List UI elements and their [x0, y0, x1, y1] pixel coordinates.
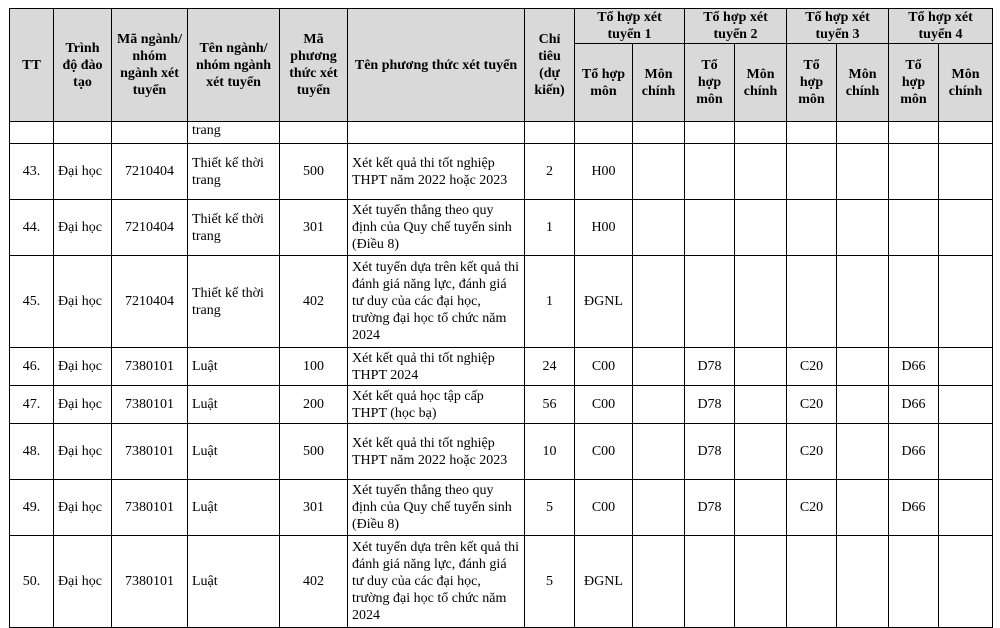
to-hop-mon-2-cell [685, 144, 735, 200]
header-to-hop-2: Tổ hợp xét tuyển 2 [685, 9, 787, 44]
header-to-hop-mon: Tổ hợp môn [889, 44, 939, 122]
chi-tieu-cell: 5 [525, 536, 575, 628]
tt-cell: 45. [10, 256, 54, 348]
mon-chinh-4-cell [939, 480, 993, 536]
ten-nganh-cell: Luật [188, 348, 280, 386]
table-cell [735, 122, 787, 144]
ma-phuong-thuc-cell: 301 [280, 480, 348, 536]
to-hop-mon-1-cell: C00 [575, 386, 633, 424]
mon-chinh-1-cell [633, 536, 685, 628]
ma-phuong-thuc-cell: 402 [280, 536, 348, 628]
ten-nganh-cell: Luật [188, 424, 280, 480]
to-hop-mon-4-cell: D66 [889, 424, 939, 480]
trinh-do-cell: Đại học [54, 256, 112, 348]
ma-phuong-thuc-cell: 500 [280, 144, 348, 200]
table-row [10, 424, 993, 480]
chi-tieu-cell: 24 [525, 348, 575, 386]
ma-phuong-thuc-cell: 500 [280, 424, 348, 480]
table-row [10, 536, 993, 628]
trinh-do-cell: Đại học [54, 348, 112, 386]
ten-phuong-thuc-cell: Xét tuyển thẳng theo quy định của Quy chế tuyển sinh (Điều 8) [348, 200, 525, 256]
mon-chinh-3-cell [837, 200, 889, 256]
to-hop-mon-3-cell [787, 536, 837, 628]
ma-nganh-cell: 7380101 [112, 348, 188, 386]
ma-phuong-thuc-cell: 200 [280, 386, 348, 424]
header-ma-phuong-thuc: Mã phương thức xét tuyển [280, 9, 348, 122]
to-hop-mon-2-cell: D78 [685, 386, 735, 424]
table-cell [348, 122, 525, 144]
ten-phuong-thuc-cell: Xét kết quả thi tốt nghiệp THPT năm 2022 hoặc 2023 [348, 424, 525, 480]
ma-phuong-thuc-cell: 402 [280, 256, 348, 348]
to-hop-mon-4-cell [889, 144, 939, 200]
header-to-hop-mon: Tổ hợp môn [685, 44, 735, 122]
to-hop-mon-2-cell: D78 [685, 424, 735, 480]
to-hop-mon-2-cell [685, 200, 735, 256]
table-body [10, 122, 993, 628]
ten-phuong-thuc-cell: Xét tuyển dựa trên kết quả thi đánh giá năng lực, đánh giá tư duy của các đại học, trường đại học tổ chức năm 2024 [348, 256, 525, 348]
mon-chinh-1-cell [633, 348, 685, 386]
mon-chinh-1-cell [633, 200, 685, 256]
to-hop-mon-1-cell: H00 [575, 200, 633, 256]
table-row [10, 480, 993, 536]
mon-chinh-4-cell [939, 144, 993, 200]
table-cell [837, 122, 889, 144]
table-cell [112, 122, 188, 144]
mon-chinh-3-cell [837, 480, 889, 536]
header-trinh-do: Trình độ đào tạo [54, 9, 112, 122]
mon-chinh-2-cell [735, 424, 787, 480]
mon-chinh-2-cell [735, 536, 787, 628]
table-row [10, 200, 993, 256]
header-to-hop-3: Tổ hợp xét tuyển 3 [787, 9, 889, 44]
table-cell [685, 122, 735, 144]
table-cell [10, 122, 54, 144]
mon-chinh-4-cell [939, 200, 993, 256]
to-hop-mon-1-cell: C00 [575, 348, 633, 386]
header-ten-phuong-thuc: Tên phương thức xét tuyển [348, 9, 525, 122]
to-hop-mon-4-cell: D66 [889, 386, 939, 424]
to-hop-mon-4-cell [889, 536, 939, 628]
trinh-do-cell: Đại học [54, 386, 112, 424]
header-to-hop-mon: Tổ hợp môn [575, 44, 633, 122]
table-cell [633, 122, 685, 144]
table-row [10, 386, 993, 424]
mon-chinh-4-cell [939, 424, 993, 480]
admission-table-container [9, 8, 993, 628]
ma-nganh-cell: 7210404 [112, 144, 188, 200]
mon-chinh-3-cell [837, 348, 889, 386]
tt-cell: 46. [10, 348, 54, 386]
table-row [10, 348, 993, 386]
ma-phuong-thuc-cell: 301 [280, 200, 348, 256]
ma-nganh-cell: 7210404 [112, 200, 188, 256]
mon-chinh-1-cell [633, 480, 685, 536]
ten-nganh-cell: Luật [188, 480, 280, 536]
mon-chinh-1-cell [633, 256, 685, 348]
header-to-hop-1: Tổ hợp xét tuyển 1 [575, 9, 685, 44]
ten-phuong-thuc-cell: Xét tuyển thẳng theo quy định của Quy chế tuyển sinh (Điều 8) [348, 480, 525, 536]
header-mon-chinh: Môn chính [837, 44, 889, 122]
table-cell [575, 122, 633, 144]
to-hop-mon-2-cell: D78 [685, 348, 735, 386]
mon-chinh-2-cell [735, 348, 787, 386]
mon-chinh-3-cell [837, 256, 889, 348]
header-to-hop-4: Tổ hợp xét tuyển 4 [889, 9, 993, 44]
to-hop-mon-1-cell: ĐGNL [575, 536, 633, 628]
ma-nganh-cell: 7380101 [112, 424, 188, 480]
to-hop-mon-4-cell: D66 [889, 348, 939, 386]
mon-chinh-4-cell [939, 256, 993, 348]
header-to-hop-mon: Tổ hợp môn [787, 44, 837, 122]
trinh-do-cell: Đại học [54, 536, 112, 628]
to-hop-mon-1-cell: ĐGNL [575, 256, 633, 348]
trinh-do-cell: Đại học [54, 424, 112, 480]
ma-phuong-thuc-cell: 100 [280, 348, 348, 386]
tt-cell: 48. [10, 424, 54, 480]
table-cell [54, 122, 112, 144]
to-hop-mon-3-cell [787, 256, 837, 348]
mon-chinh-4-cell [939, 348, 993, 386]
mon-chinh-1-cell [633, 386, 685, 424]
tt-cell: 49. [10, 480, 54, 536]
mon-chinh-2-cell [735, 480, 787, 536]
to-hop-mon-2-cell [685, 536, 735, 628]
ma-nganh-cell: 7210404 [112, 256, 188, 348]
ten-nganh-cell: Thiết kế thời trang [188, 144, 280, 200]
mon-chinh-3-cell [837, 144, 889, 200]
to-hop-mon-3-cell [787, 200, 837, 256]
to-hop-mon-3-cell: C20 [787, 480, 837, 536]
header-mon-chinh: Môn chính [939, 44, 993, 122]
continuation-row [10, 122, 993, 144]
ten-nganh-cell: Luật [188, 386, 280, 424]
ten-phuong-thuc-cell: Xét kết quả thi tốt nghiệp THPT năm 2022 hoặc 2023 [348, 144, 525, 200]
to-hop-mon-3-cell: C20 [787, 424, 837, 480]
table-cell [525, 122, 575, 144]
table-cell [280, 122, 348, 144]
chi-tieu-cell: 1 [525, 256, 575, 348]
admission-table [9, 8, 993, 628]
ten-phuong-thuc-cell: Xét tuyển dựa trên kết quả thi đánh giá năng lực, đánh giá tư duy của các đại học, trường đại học tổ chức năm 2024 [348, 536, 525, 628]
header-mon-chinh: Môn chính [633, 44, 685, 122]
ten-nganh-continuation: trang [188, 122, 280, 144]
header-mon-chinh: Môn chính [735, 44, 787, 122]
tt-cell: 50. [10, 536, 54, 628]
ten-nganh-cell: Luật [188, 536, 280, 628]
to-hop-mon-3-cell [787, 144, 837, 200]
ten-nganh-cell: Thiết kế thời trang [188, 256, 280, 348]
to-hop-mon-4-cell: D66 [889, 480, 939, 536]
trinh-do-cell: Đại học [54, 144, 112, 200]
header-ten-nganh: Tên ngành/ nhóm ngành xét tuyển [188, 9, 280, 122]
header-ma-nganh: Mã ngành/ nhóm ngành xét tuyển [112, 9, 188, 122]
chi-tieu-cell: 2 [525, 144, 575, 200]
mon-chinh-4-cell [939, 536, 993, 628]
mon-chinh-3-cell [837, 536, 889, 628]
trinh-do-cell: Đại học [54, 200, 112, 256]
tt-cell: 47. [10, 386, 54, 424]
table-row [10, 144, 993, 200]
mon-chinh-3-cell [837, 424, 889, 480]
mon-chinh-1-cell [633, 144, 685, 200]
table-cell [889, 122, 939, 144]
to-hop-mon-2-cell: D78 [685, 480, 735, 536]
to-hop-mon-3-cell: C20 [787, 386, 837, 424]
to-hop-mon-4-cell [889, 200, 939, 256]
to-hop-mon-4-cell [889, 256, 939, 348]
mon-chinh-2-cell [735, 200, 787, 256]
header-chi-tieu: Chỉ tiêu (dự kiến) [525, 9, 575, 122]
ma-nganh-cell: 7380101 [112, 480, 188, 536]
ten-nganh-cell: Thiết kế thời trang [188, 200, 280, 256]
mon-chinh-4-cell [939, 386, 993, 424]
ten-phuong-thuc-cell: Xét kết quả học tập cấp THPT (học bạ) [348, 386, 525, 424]
to-hop-mon-1-cell: C00 [575, 480, 633, 536]
to-hop-mon-1-cell: C00 [575, 424, 633, 480]
chi-tieu-cell: 5 [525, 480, 575, 536]
chi-tieu-cell: 1 [525, 200, 575, 256]
table-cell [787, 122, 837, 144]
header-tt: TT [10, 9, 54, 122]
tt-cell: 43. [10, 144, 54, 200]
ma-nganh-cell: 7380101 [112, 386, 188, 424]
table-cell [939, 122, 993, 144]
ten-phuong-thuc-cell: Xét kết quả thi tốt nghiệp THPT 2024 [348, 348, 525, 386]
chi-tieu-cell: 10 [525, 424, 575, 480]
ma-nganh-cell: 7380101 [112, 536, 188, 628]
chi-tieu-cell: 56 [525, 386, 575, 424]
table-row [10, 256, 993, 348]
mon-chinh-2-cell [735, 144, 787, 200]
to-hop-mon-3-cell: C20 [787, 348, 837, 386]
to-hop-mon-1-cell: H00 [575, 144, 633, 200]
mon-chinh-2-cell [735, 256, 787, 348]
tt-cell: 44. [10, 200, 54, 256]
mon-chinh-2-cell [735, 386, 787, 424]
to-hop-mon-2-cell [685, 256, 735, 348]
mon-chinh-3-cell [837, 386, 889, 424]
mon-chinh-1-cell [633, 424, 685, 480]
trinh-do-cell: Đại học [54, 480, 112, 536]
